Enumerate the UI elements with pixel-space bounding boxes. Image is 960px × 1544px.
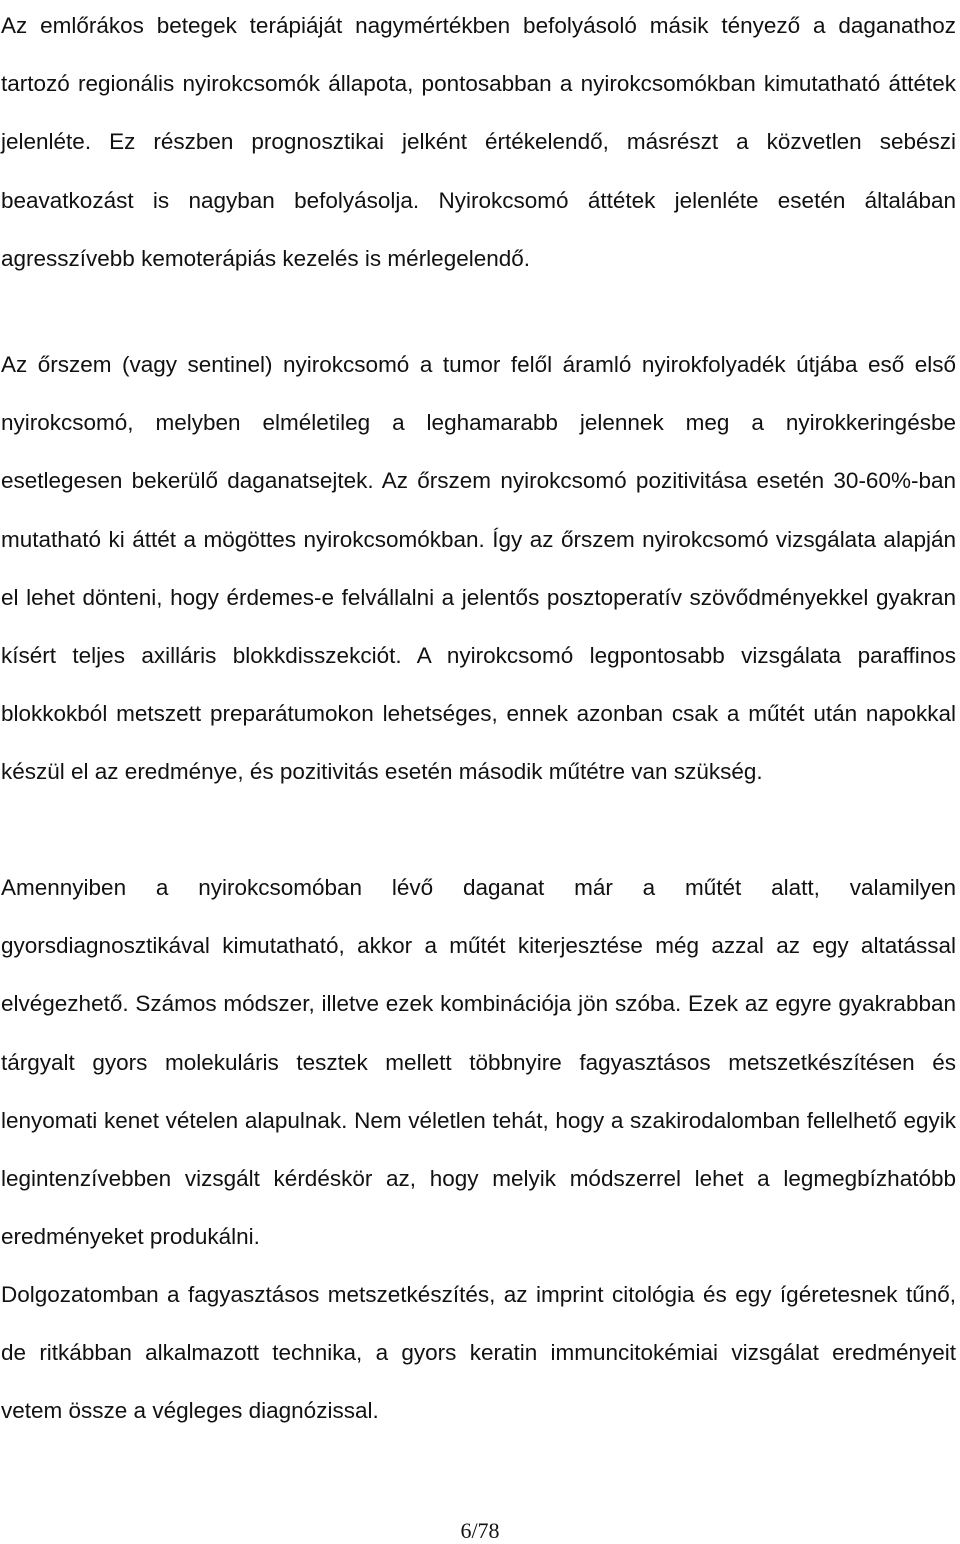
paragraph-sentinel-node: Az őrszem (vagy sentinel) nyirokcsomó a tumor felől áramló nyirokfolyadék útjába eső első nyirokcsomó, melyben elméletileg a leghamarabb jelennek meg a nyirokkeringésbe esetlegesen bekerülő daganatsejtek. Az őrszem nyirokcsomó pozitivitása esetén 30-60%-ban mutatható ki áttét a mögöttes nyirokcsomókban. Így az őrszem nyirokcsomó vizsgálata alapján el lehet dönteni, hogy érdemes-e felvállalni a jelentős posztoperatív szövődményekkel gyakran kísért teljes axilláris blokkdisszekciót. A nyirokcsomó legpontosabb vizsgálata paraffinos blokkokból metszett preparátumokon lehetséges, ennek azonban csak a műtét után napokkal készül el az eredménye, és pozitivitás esetén második műtétre van szükség. [1,352,956,785]
paragraph-thesis-aim: Dolgozatomban a fagyasztásos metszetkészítés, az imprint citológia és egy ígéretesnek tűnő, de ritkábban alkalmazott technika, a gyors keratin immuncitokémiai vizsgálat eredményeit vetem össze a végleges diagnózissal. [1,1282,956,1424]
page-number: 6/78 [460,1518,500,1543]
paragraph-intraoperative-diagnosis: Amennyiben a nyirokcsomóban lévő daganat már a műtét alatt, valamilyen gyorsdiagnosztikával kimutatható, akkor a műtét kiterjesztése még azzal az egy altatással elvégezhető. Számos módszer, illetve ezek kombinációja jön szóba. Ezek az egyre gyakrabban tárgyalt gyors molekuláris tesztek mellett többnyire fagyasztásos metszetkészítésen és lenyomati kenet vételen alapulnak. Nem véletlen tehát, hogy a szakirodalomban fellelhető egyik legintenzívebben vizsgált kérdéskör az, hogy melyik módszerrel lehet a legmegbízhatóbb eredményeket produkálni. [1,875,956,1250]
paragraph-lymph-node-status: Az emlőrákos betegek terápiáját nagymértékben befolyásoló másik tényező a daganathoz tartozó regionális nyirokcsomók állapota, pontosabban a nyirokcsomókban kimutatható áttétek jelenléte. Ez részben prognosztikai jelként értékelendő, másrészt a közvetlen sebészi beavatkozást is nagyban befolyásolja. Nyirokcsomó áttétek jelenléte esetén általában agresszívebb kemoterápiás kezelés is mérlegelendő. [1,13,956,271]
